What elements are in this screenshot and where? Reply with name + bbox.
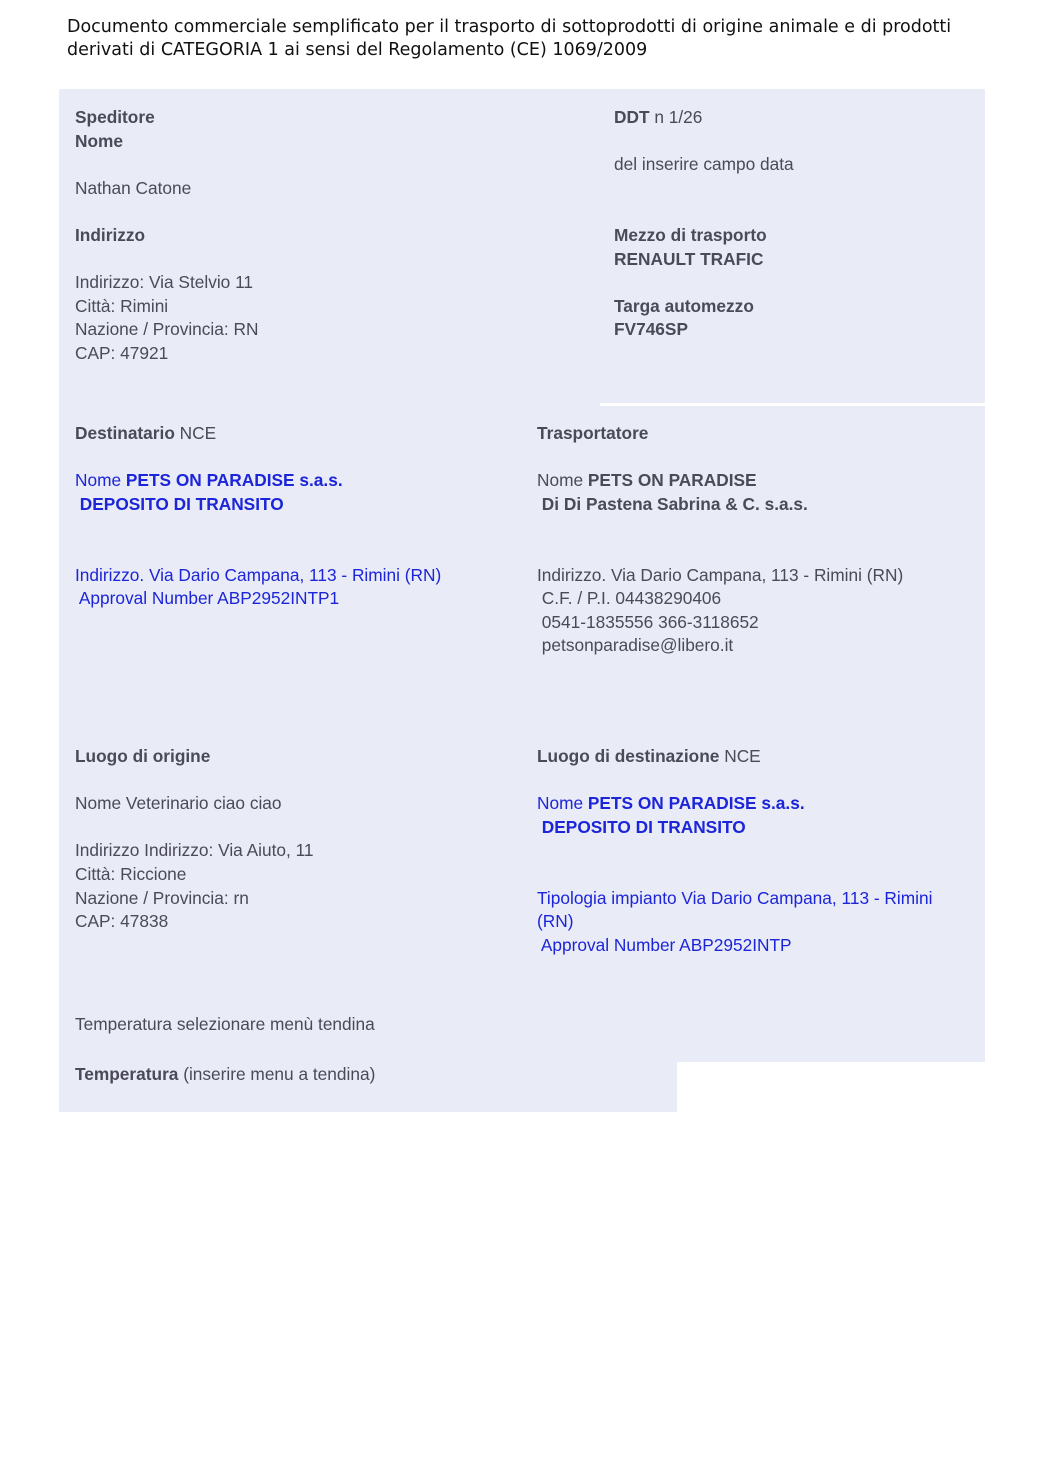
- destinazione-section: [537, 745, 932, 957]
- ddt-numero: n 1/26: [649, 107, 703, 127]
- temperatura-note: (inserire menu a tendina): [178, 1064, 376, 1084]
- destinatario-heading: Destinatario: [75, 423, 175, 443]
- destinatario-indirizzo: Indirizzo. Via Dario Campana, 113 - Rimini (RN): [75, 564, 442, 585]
- speditore-nazione: Nazione / Provincia: RN: [75, 319, 259, 340]
- destinatario-section: [75, 422, 441, 611]
- trasportatore-section: [537, 422, 903, 658]
- document-title: Documento commerciale semplificato per il trasporto di sottoprodotti di origine animale e di prodotti derivati di CATEGORIA 1 ai sensi del Regolamento (CE) 1069/2009: [67, 17, 952, 60]
- destinazione-approval: Approval Number ABP2952INTP: [537, 934, 792, 955]
- trasportatore-telefono: 0541-1835556 366-3118652: [537, 611, 759, 632]
- origine-cap: CAP: 47838: [75, 911, 169, 932]
- destinatario-nome-line2: DEPOSITO DI TRANSITO: [75, 493, 284, 514]
- divider-line: [600, 403, 985, 405]
- ddt-section: [614, 106, 794, 342]
- trasportatore-nome-label: Nome: [537, 470, 588, 491]
- destinazione-nome-line2: DEPOSITO DI TRANSITO: [537, 816, 746, 837]
- destinazione-tipologia: Tipologia impianto Via Dario Campana, 113 - Rimini: [537, 887, 933, 908]
- origine-nome: Nome Veterinario ciao ciao: [75, 793, 282, 814]
- speditore-heading: Speditore: [75, 107, 155, 127]
- speditore-citta: Città: Rimini: [75, 295, 169, 316]
- targa-value: FV746SP: [614, 319, 688, 340]
- mezzo-trasporto-label: Mezzo di trasporto: [614, 224, 767, 245]
- ddt-data: del inserire campo data: [614, 154, 794, 175]
- destinazione-nome-label: Nome: [537, 793, 588, 814]
- temperatura-label: Temperatura: [75, 1064, 179, 1084]
- destinazione-tipologia-line2: (RN): [537, 911, 574, 932]
- speditore-section: [75, 106, 258, 366]
- speditore-indirizzo: Indirizzo: Via Stelvio 11: [75, 272, 254, 293]
- ddt-label: DDT: [614, 107, 650, 127]
- destinatario-approval: Approval Number ABP2952INTP1: [75, 588, 340, 609]
- destinazione-heading: Luogo di destinazione: [537, 746, 720, 766]
- trasportatore-heading: Trasportatore: [537, 423, 649, 443]
- speditore-nome-label: Nome: [75, 130, 124, 151]
- destinatario-heading-suffix: NCE: [174, 423, 217, 443]
- origine-citta: Città: Riccione: [75, 863, 187, 884]
- trasportatore-indirizzo: Indirizzo. Via Dario Campana, 113 - Rimini (RN): [537, 564, 904, 585]
- speditore-indirizzo-label: Indirizzo: [75, 224, 146, 245]
- temperatura-field[interactable]: [75, 1063, 375, 1087]
- destinatario-nome-label: Nome: [75, 470, 126, 491]
- origine-heading: Luogo di origine: [75, 746, 211, 766]
- speditore-cap: CAP: 47921: [75, 342, 169, 363]
- mezzo-trasporto-value: RENAULT TRAFIC: [614, 248, 764, 269]
- origine-nazione: Nazione / Provincia: rn: [75, 887, 249, 908]
- origine-section: [75, 745, 314, 934]
- trasportatore-email: petsonparadise@libero.it: [537, 635, 734, 656]
- trasportatore-cf: C.F. / P.I. 04438290406: [537, 588, 722, 609]
- speditore-nome: Nathan Catone: [75, 177, 192, 198]
- destinazione-nome: PETS ON PARADISE s.a.s.: [587, 793, 805, 814]
- trasportatore-nome: PETS ON PARADISE: [587, 470, 757, 491]
- origine-indirizzo: Indirizzo Indirizzo: Via Aiuto, 11: [75, 840, 314, 861]
- targa-label: Targa automezzo: [614, 295, 754, 316]
- destinazione-heading-suffix: NCE: [719, 746, 761, 766]
- trasportatore-nome-line2: Di Di Pastena Sabrina & C. s.a.s.: [537, 493, 808, 514]
- destinatario-nome: PETS ON PARADISE s.a.s.: [125, 470, 343, 491]
- temperatura-select[interactable]: Temperatura selezionare menù tendina: [75, 1014, 375, 1034]
